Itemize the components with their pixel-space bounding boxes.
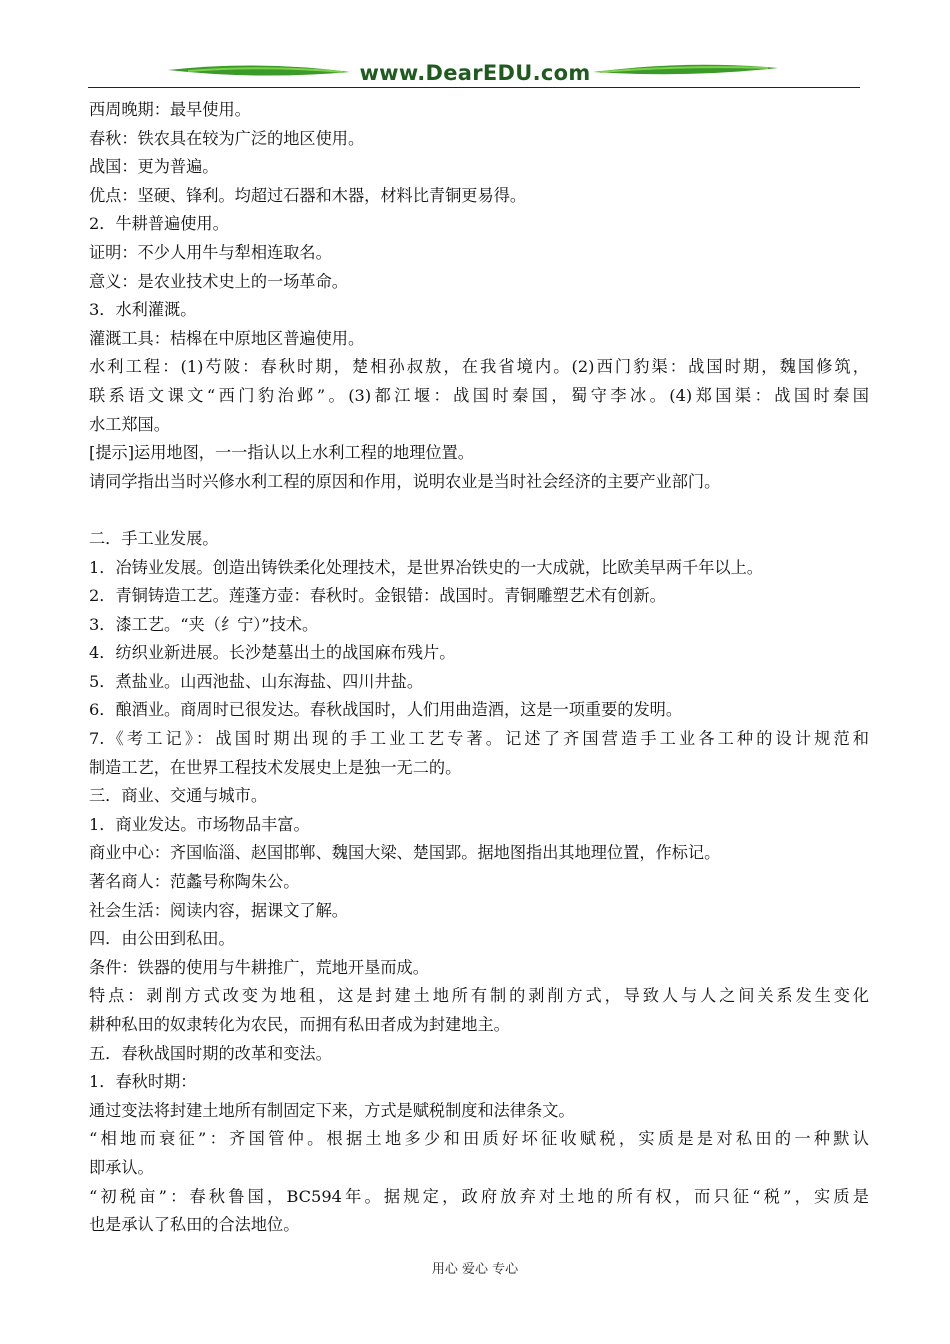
text-line: 联系语文课文“西门豹治邺”。(3)都江堰：战国时秦国，蜀守李冰。(4)郑国渠：战国时秦国 bbox=[89, 385, 869, 405]
section-item: 1．春秋时期： bbox=[89, 1072, 197, 1092]
section-item: 6．酿酒业。商周时已很发达。春秋战国时，人们用曲造酒，这是一项重要的发明。 bbox=[89, 700, 683, 720]
section-heading: 三．商业、交通与城市。 bbox=[89, 786, 268, 806]
section-item: 2．牛耕普遍使用。 bbox=[89, 214, 229, 234]
section-heading: 二．手工业发展。 bbox=[89, 528, 219, 548]
text-line: “相地而衰征”：齐国管仲。根据土地多少和田质好坏征收赋税，实质是是对私田的一种默认 bbox=[89, 1129, 869, 1149]
section-heading: 五．春秋战国时期的改革和变法。 bbox=[89, 1043, 332, 1063]
text-line: 灌溉工具：桔槔在中原地区普遍使用。 bbox=[89, 328, 365, 348]
text-line: 即承认。 bbox=[89, 1157, 154, 1177]
text-line: 证明：不少人用牛与犁相连取名。 bbox=[89, 242, 332, 262]
text-line: 条件：铁器的使用与牛耕推广，荒地开垦而成。 bbox=[89, 957, 429, 977]
text-line: 社会生活：阅读内容，据课文了解。 bbox=[89, 900, 348, 920]
text-line: “初税亩”：春秋鲁国，BC594年。据规定，政府放弃对土地的所有权，而只征“税”，实质是 bbox=[89, 1186, 869, 1206]
text-line: 意义：是农业技术史上的一场革命。 bbox=[89, 271, 348, 291]
text-line: 优点：坚硬、锋利。均超过石器和木器，材料比青铜更易得。 bbox=[89, 185, 527, 205]
section-item: 2．青铜铸造工艺。莲蓬方壶：春秋时。金银错：战国时。青铜雕塑艺术有创新。 bbox=[89, 586, 666, 606]
header-rule bbox=[88, 87, 860, 88]
text-line: 西周晚期：最早使用。 bbox=[89, 100, 251, 119]
blank-line bbox=[89, 496, 869, 525]
section-item: 7.《考工记》：战国时期出现的手工业工艺专著。记述了齐国营造手工业各工种的设计规范和 bbox=[89, 729, 869, 749]
text-line: 制造工艺，在世界工程技术发展史上是独一无二的。 bbox=[89, 757, 462, 777]
text-line: 战国：更为普遍。 bbox=[89, 157, 219, 177]
text-line: 耕种私田的奴隶转化为农民，而拥有私田者成为封建地主。 bbox=[89, 1015, 510, 1034]
section-item: 4．纺织业新进展。长沙楚墓出土的战国麻布残片。 bbox=[89, 643, 456, 663]
section-heading: 四．由公田到私田。 bbox=[89, 929, 235, 949]
text-line: 特点：剥削方式改变为地租，这是封建土地所有制的剥削方式，导致人与人之间关系发生变化 bbox=[89, 986, 869, 1006]
text-line: 水利工程：(1)芍陂：春秋时期，楚相孙叔敖，在我省境内。(2)西门豹渠：战国时期，魏国修筑， bbox=[89, 357, 869, 377]
text-line: 也是承认了私田的合法地位。 bbox=[89, 1215, 300, 1235]
text-line: 春秋：铁农具在较为广泛的地区使用。 bbox=[89, 128, 365, 148]
text-line: 通过变法将封建土地所有制固定下来，方式是赋税制度和法律条文。 bbox=[89, 1100, 575, 1120]
tip-line: [提示]运用地图，一一指认以上水利工程的地理位置。 bbox=[89, 443, 474, 463]
section-item: 1．商业发达。市场物品丰富。 bbox=[89, 814, 310, 834]
page-header bbox=[88, 56, 860, 92]
page-footer: 用心 爱心 专心 bbox=[431, 1262, 519, 1277]
text-line: 商业中心：齐国临淄、赵国邯郸、魏国大梁、楚国郢。据地图指出其地理位置，作标记。 bbox=[89, 843, 721, 863]
text-line: 请同学指出当时兴修水利工程的原因和作用，说明农业是当时社会经济的主要产业部门。 bbox=[89, 471, 721, 491]
site-logo-text: www.DearEDU.com bbox=[359, 61, 591, 85]
document-body bbox=[89, 96, 869, 1240]
text-line: 水工郑国。 bbox=[89, 414, 170, 434]
text-line: 著名商人：范蠡号称陶朱公。 bbox=[89, 872, 300, 892]
section-item: 5．煮盐业。山西池盐、山东海盐、四川井盐。 bbox=[89, 671, 424, 691]
section-item: 3．漆工艺。“夹（纟宁）”技术。 bbox=[89, 614, 319, 634]
section-item: 3．水利灌溉。 bbox=[89, 300, 197, 320]
section-item: 1．冶铸业发展。创造出铸铁柔化处理技术，是世界冶铁史的一大成就，比欧美早两千年以上。 bbox=[89, 557, 763, 577]
